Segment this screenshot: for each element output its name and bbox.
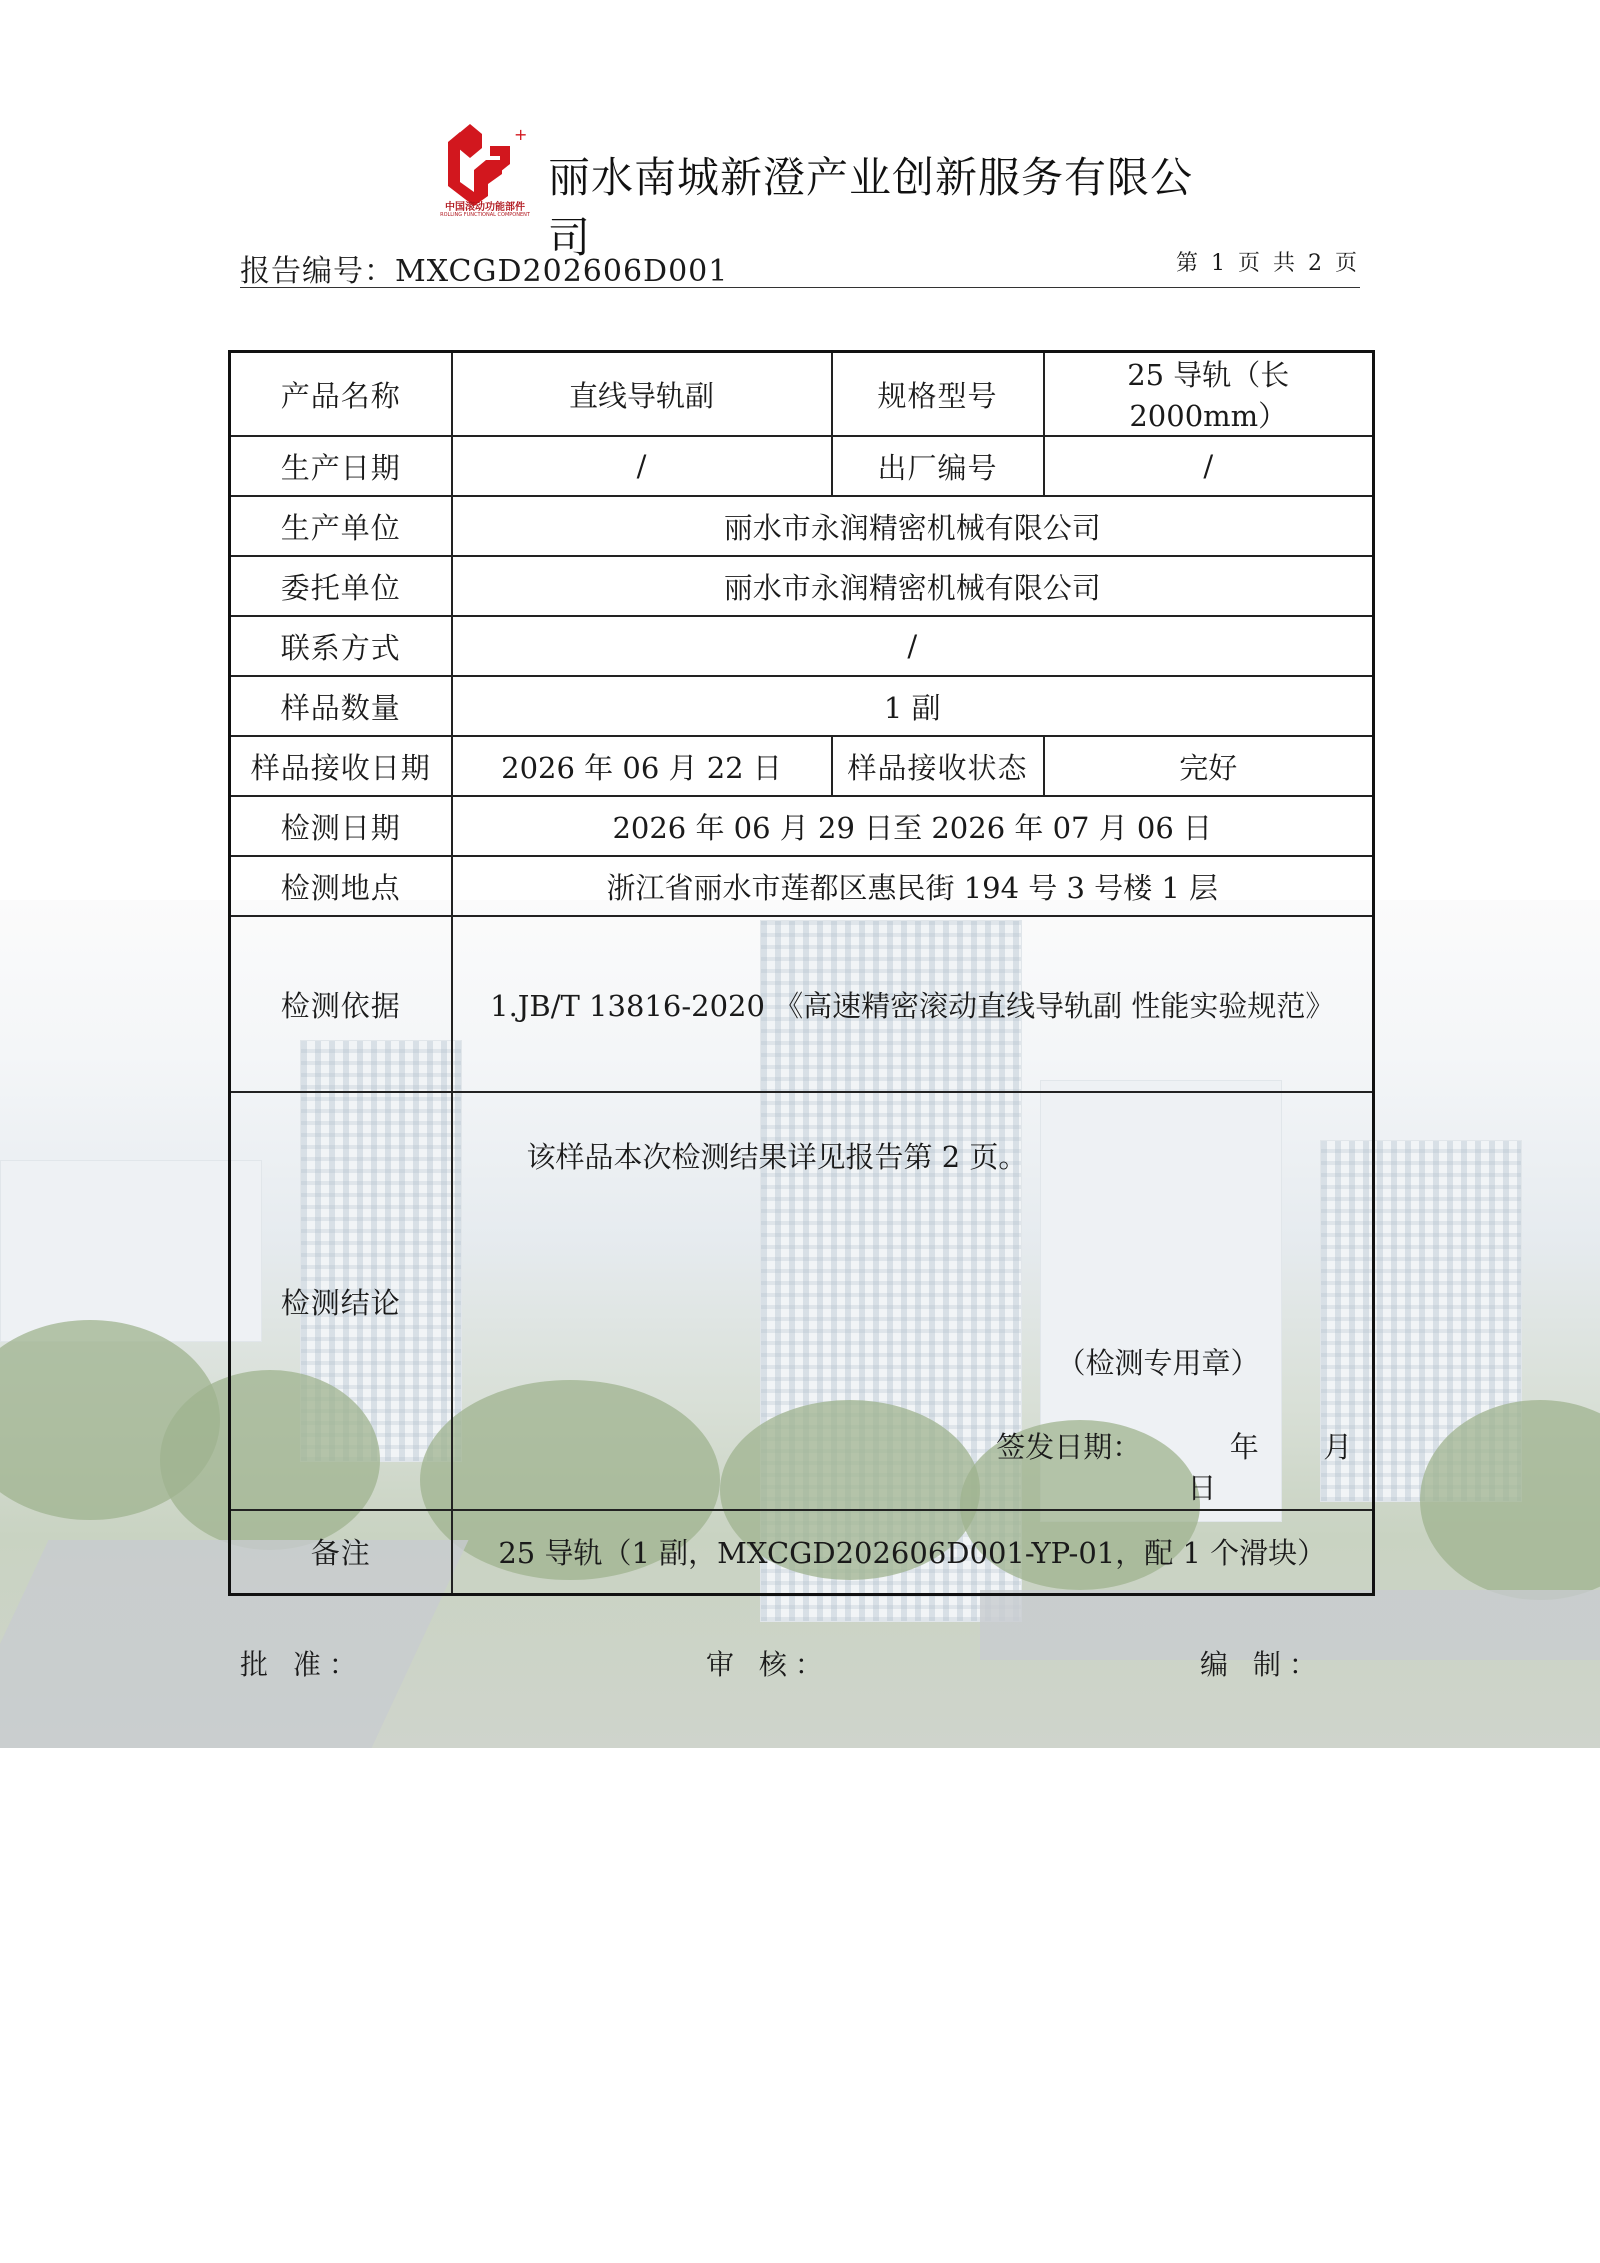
product-name-label: 产品名称: [230, 352, 452, 437]
report-number: 报告编号：MXCGD202606D001: [240, 254, 729, 289]
report-info-table: [228, 350, 1375, 1596]
table-row: [230, 796, 1374, 856]
review-signature: 审 核：: [706, 1648, 831, 1681]
conclusion-text: 该样品本次检测结果详见报告第 2 页。: [526, 1140, 1028, 1174]
table-row: [230, 556, 1374, 616]
table-row: [230, 352, 1374, 437]
table-row: [230, 436, 1374, 496]
test-date-label: 检测日期: [230, 796, 452, 856]
factory-no-value: /: [1044, 436, 1374, 496]
factory-no-label: 出厂编号: [832, 436, 1044, 496]
client-value: 丽水市永润精密机械有限公司: [452, 556, 1374, 616]
logo-subcaption: ROLLING FUNCTIONAL COMPONENT: [440, 212, 530, 218]
table-row: [230, 736, 1374, 796]
compile-signature: 编 制：: [1200, 1648, 1325, 1681]
client-label: 委托单位: [230, 556, 452, 616]
document-header: [430, 120, 1210, 262]
svg-text:+: +: [514, 125, 528, 144]
producer-label: 生产单位: [230, 496, 452, 556]
building: [0, 1160, 262, 1342]
test-date-value: 2026 年 06 月 29 日至 2026 年 07 月 06 日: [452, 796, 1374, 856]
receive-state-label: 样品接收状态: [832, 736, 1044, 796]
test-place-value: 浙江省丽水市莲都区惠民街 194 号 3 号楼 1 层: [452, 856, 1374, 916]
receive-date-label: 样品接收日期: [230, 736, 452, 796]
contact-label: 联系方式: [230, 616, 452, 676]
table-row: [230, 1092, 1374, 1510]
issue-date: [977, 1425, 1373, 1507]
test-place-label: 检测地点: [230, 856, 452, 916]
spec-value: 25 导轨（长 2000mm）: [1044, 352, 1374, 437]
spec-label: 规格型号: [832, 352, 1044, 437]
basis-value: 1.JB/T 13816-2020 《高速精密滚动直线导轨副 性能实验规范》: [452, 916, 1374, 1092]
issue-date-year: 年: [1229, 1430, 1259, 1464]
receive-date-value: 2026 年 06 月 22 日: [452, 736, 832, 796]
conclusion-stamp: （检测专用章）: [1056, 1346, 1260, 1380]
receive-state-value: 完好: [1044, 736, 1374, 796]
approve-signature: 批 准：: [240, 1648, 365, 1681]
production-date-label: 生产日期: [230, 436, 452, 496]
logo-caption: 中国滚动功能部件: [445, 202, 525, 213]
table-row: [230, 616, 1374, 676]
header-divider: [240, 287, 1360, 288]
sample-qty-label: 样品数量: [230, 676, 452, 736]
sample-qty-value: 1 副: [452, 676, 1374, 736]
contact-value: /: [452, 616, 1374, 676]
table-row: [230, 496, 1374, 556]
production-date-value: /: [452, 436, 832, 496]
remark-label: 备注: [230, 1510, 452, 1594]
product-name-value: 直线导轨副: [452, 352, 832, 437]
basis-label: 检测依据: [230, 916, 452, 1092]
table-row: [230, 916, 1374, 1092]
table-row: [230, 676, 1374, 736]
issue-date-day: 日: [1187, 1471, 1217, 1505]
conclusion-label: 检测结论: [230, 1092, 452, 1510]
page-indicator: 第 1 页 共 2 页: [1176, 251, 1360, 276]
remark-value: 25 导轨（1 副，MXCGD202606D001-YP-01，配 1 个滑块）: [452, 1510, 1374, 1594]
conclusion-cell: [452, 1092, 1374, 1510]
table-row: [230, 856, 1374, 916]
producer-value: 丽水市永润精密机械有限公司: [452, 496, 1374, 556]
table-row: [230, 1510, 1374, 1594]
company-name: 丽水南城新澄产业创新服务有限公司: [548, 153, 1194, 262]
issue-date-label: 签发日期：: [996, 1430, 1142, 1464]
issue-date-month: 月: [1323, 1430, 1353, 1464]
